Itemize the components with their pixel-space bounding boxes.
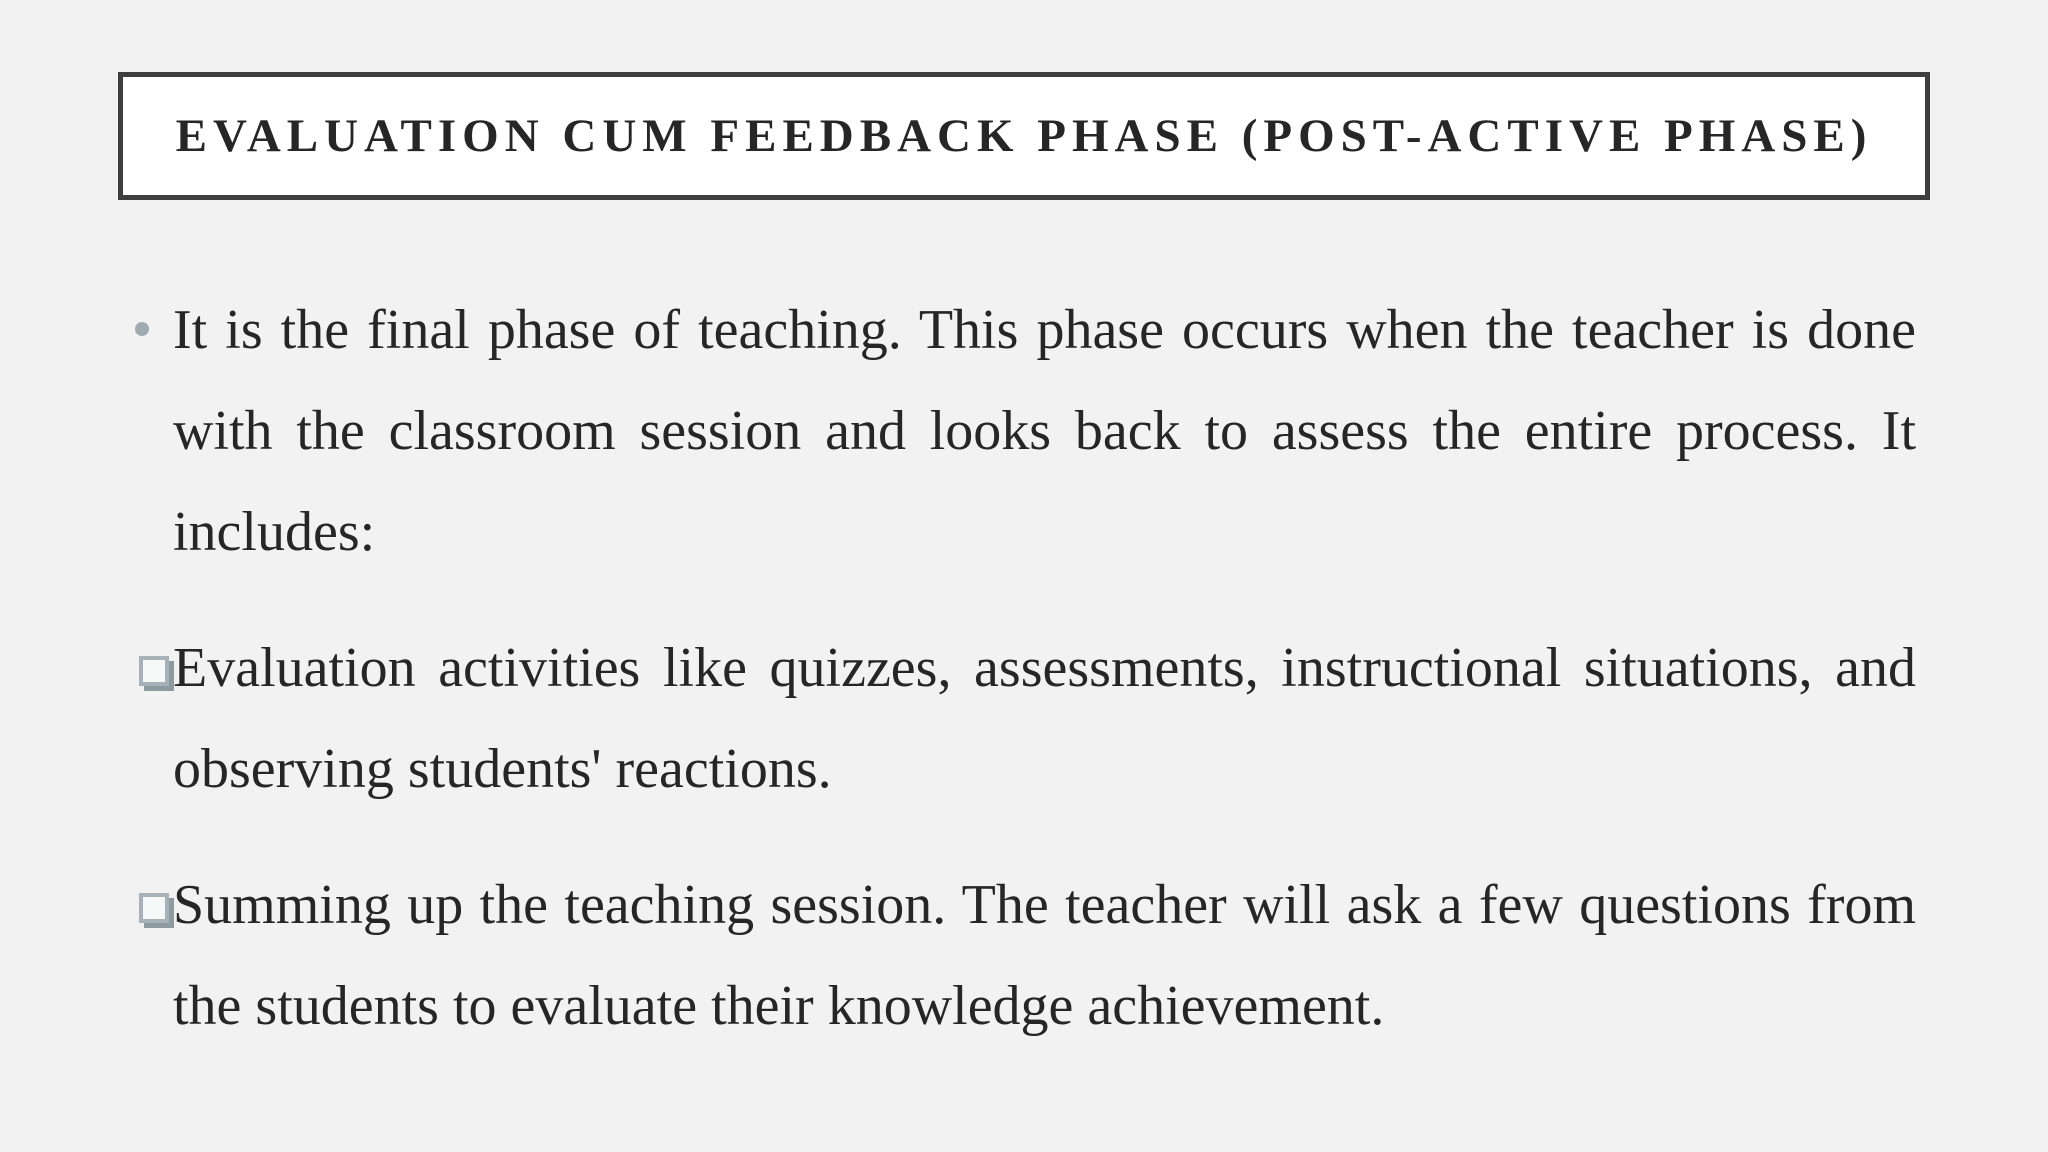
- slide-content: [135, 280, 1916, 1092]
- bullet-text: It is the final phase of teaching. This phase occurs when the teacher is done with the classroom session and looks back to assess the entire process. It includes:: [173, 299, 1916, 563]
- bullet-text: Summing up the teaching session. The teacher will ask a few questions from the students to evaluate their knowledge achievement.: [173, 874, 1916, 1037]
- checkbox-square-icon: [139, 656, 169, 686]
- slide-title: EVALUATION CUM FEEDBACK PHASE (POST-ACTIVE PHASE): [175, 110, 1873, 162]
- bullet-item: [135, 280, 1916, 583]
- bullet-item: [135, 855, 1916, 1057]
- bullet-dot-icon: [135, 322, 149, 336]
- title-box: [118, 72, 1930, 200]
- bullet-text: Evaluation activities like quizzes, assessments, instructional situations, and observing students' reactions.: [173, 637, 1916, 800]
- bullet-item: [135, 618, 1916, 820]
- checkbox-square-icon: [139, 893, 169, 923]
